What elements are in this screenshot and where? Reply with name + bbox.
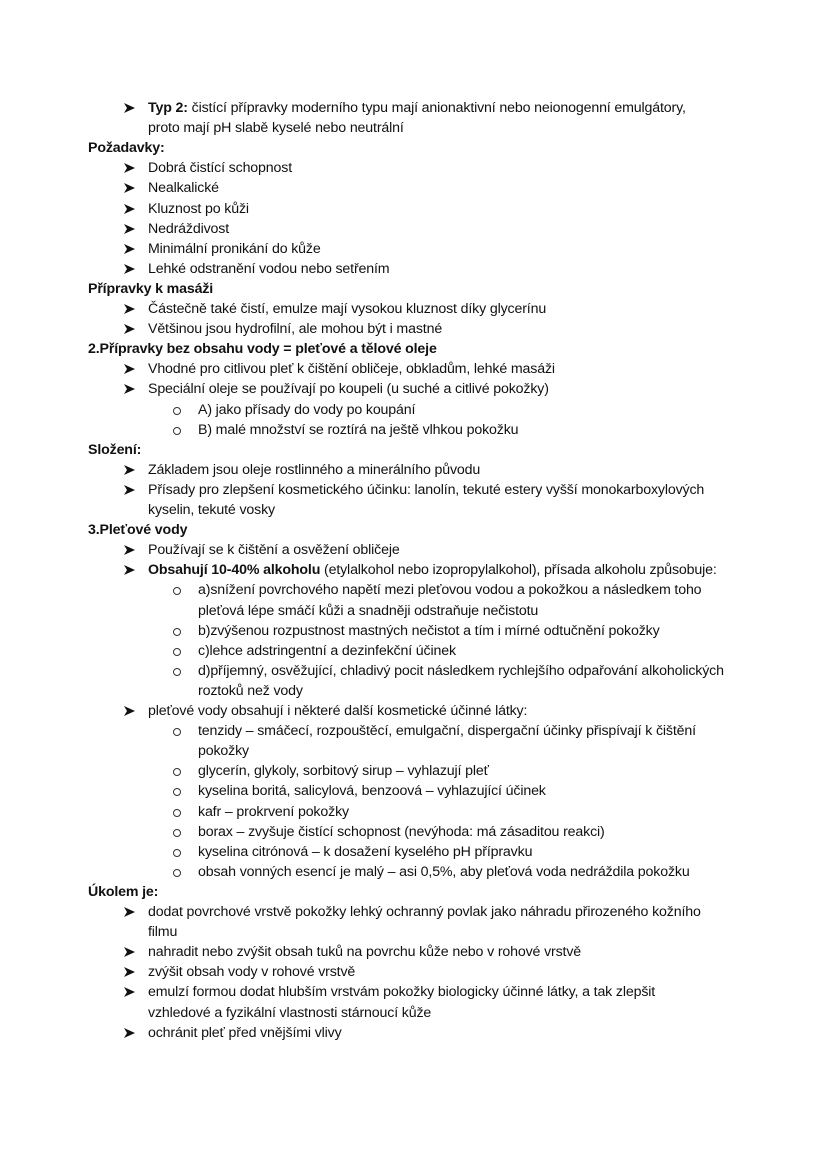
list-item [148, 219, 229, 239]
list-item-text: nahradit nebo zvýšit obsah tuků na povrchu kůže nebo v rohové vrstvě [148, 944, 582, 961]
list-item-continuation: pokožky [198, 743, 249, 760]
list-item-continuation: pleťová lépe smáčí kůži a snadněji odstraňuje nečistotu [198, 602, 539, 619]
list-item [148, 379, 549, 399]
list-item-text: Většinou jsou hydrofilní, ale mohou být i mastné [148, 321, 443, 338]
list-item-text: kyselina citrónová – k dosažení kyselého pH přípravku [198, 843, 533, 860]
list-item-text: kyselina boritá, salicylová, benzoová – vyhlazující účinek [198, 783, 546, 800]
list-item [148, 480, 704, 500]
arrow-bullet-icon [124, 560, 135, 575]
list-item-text: kafr – prokrvení pokožky [198, 803, 349, 820]
list-item [148, 460, 480, 480]
circle-bullet-icon [173, 661, 181, 683]
list-item [148, 259, 389, 279]
sub-list-item [198, 781, 546, 801]
section-heading: Úkolem je: [88, 883, 159, 900]
arrow-bullet-icon [124, 701, 135, 716]
list-item-text: Dobrá čistící schopnost [148, 160, 293, 177]
list-item-text: Přísady pro zlepšení kosmetického účinku: lanolín, tekuté estery vyšší monokarboxylových [148, 481, 705, 498]
list-item [148, 540, 400, 560]
arrow-bullet-icon [124, 942, 135, 957]
list-item-text: zvýšit obsah vody v rohové vrstvě [148, 964, 356, 981]
list-item-text: obsah vonných esencí je malý – asi 0,5%, aby pleťová voda nedráždila pokožku [198, 863, 690, 880]
list-item-text: Částečně také čistí, emulze mají vysokou kluznost díky glycerínu [148, 301, 547, 317]
list-item [148, 701, 527, 721]
list-item-text: Nealkalické [148, 180, 219, 197]
arrow-bullet-icon [124, 379, 135, 394]
arrow-bullet-icon [124, 962, 135, 977]
sub-list-item [198, 400, 415, 420]
list-item-continuation: proto mají pH slabě kyselé nebo neutrální [148, 120, 404, 137]
list-item-continuation: vzhledové a fyzikální vlastnosti stárnoucí kůže [148, 1004, 432, 1021]
circle-bullet-icon [173, 420, 181, 442]
list-item [148, 158, 292, 178]
list-item-text: Nedráždivost [148, 220, 229, 237]
list-item-text: tenzidy – smáčecí, rozpouštěcí, emulgační, dispergační účinky přispívají k čištění [198, 723, 696, 740]
list-item-text: Základem jsou oleje rostlinného a minerálního původu [148, 461, 481, 478]
arrow-bullet-icon [124, 219, 135, 234]
list-item [148, 560, 717, 580]
arrow-bullet-icon [124, 540, 135, 555]
circle-bullet-icon [173, 721, 181, 743]
section-heading: 3.Pleťové vody [88, 522, 188, 539]
arrow-bullet-icon [124, 902, 135, 917]
list-item [148, 359, 555, 379]
list-item-text: Minimální pronikání do kůže [148, 240, 321, 257]
circle-bullet-icon [173, 802, 181, 824]
list-item-text: c)lehce adstringentní a dezinfekční účinek [198, 642, 456, 659]
arrow-bullet-icon [124, 480, 135, 495]
arrow-bullet-icon [124, 1023, 135, 1038]
list-item-text: borax – zvyšuje čistící schopnost (nevýhoda: má zásaditou reakci) [198, 823, 605, 840]
sub-list-item [198, 721, 696, 741]
circle-bullet-icon [173, 580, 181, 602]
list-item-text: (etylalkohol nebo izopropylalkohol), přísada alkoholu způsobuje: [320, 562, 717, 579]
list-item [148, 98, 686, 118]
circle-bullet-icon [173, 400, 181, 422]
section-heading: Přípravky k masáži [88, 280, 214, 297]
list-item-continuation: filmu [148, 924, 178, 941]
list-item-text: emulzí formou dodat hlubším vrstvám pokožky biologicky účinné látky, a tak zlepšit [148, 984, 656, 1001]
section-heading: Složení: [88, 441, 142, 458]
list-item [148, 982, 655, 1002]
arrow-bullet-icon [124, 299, 135, 314]
circle-bullet-icon [173, 761, 181, 783]
arrow-bullet-icon [124, 158, 135, 173]
circle-bullet-icon [173, 641, 181, 663]
list-item-text: pleťové vody obsahují i některé další kosmetické účinné látky: [148, 703, 528, 719]
list-item-text: čistící přípravky moderního typu mají anionaktivní nebo neionogenní emulgátory, [187, 100, 686, 116]
bold-prefix: Obsahují 10-40% alkoholu [148, 562, 321, 579]
circle-bullet-icon [173, 781, 181, 803]
arrow-bullet-icon [124, 239, 135, 254]
list-item-text: dodat povrchové vrstvě pokožky lehký ochranný povlak jako náhradu přirozeného kožního [148, 904, 701, 920]
arrow-bullet-icon [124, 98, 135, 113]
circle-bullet-icon [173, 862, 181, 884]
list-item [148, 942, 581, 962]
section-heading: Požadavky: [88, 140, 165, 157]
section-heading: 2.Přípravky bez obsahu vody = pleťové a tělové oleje [88, 341, 437, 358]
list-item [148, 239, 321, 259]
list-item-text: d)příjemný, osvěžující, chladivý pocit následkem rychlejšího odpařování alkoholických [198, 662, 724, 679]
list-item [148, 299, 546, 319]
list-item [148, 962, 355, 982]
list-item-text: Speciální oleje se používají po koupeli (u suché a citlivé pokožky) [148, 381, 549, 398]
bold-prefix: Typ 2: [148, 100, 188, 116]
arrow-bullet-icon [124, 178, 135, 193]
list-item-continuation: roztoků než vody [198, 682, 303, 699]
list-item [148, 178, 219, 198]
sub-list-item [198, 580, 701, 600]
sub-list-item [198, 802, 349, 822]
sub-list-item [198, 761, 489, 781]
list-item-text: a)snížení povrchového napětí mezi pleťovou vodou a pokožkou a následkem toho [198, 582, 702, 599]
circle-bullet-icon [173, 621, 181, 643]
list-item [148, 902, 701, 922]
sub-list-item [198, 420, 518, 440]
list-item-text: Používají se k čištění a osvěžení obličeje [148, 542, 400, 559]
list-item-text: B) malé množství se roztírá na ještě vlhkou pokožku [198, 421, 519, 438]
list-item-text: glycerín, glykoly, sorbitový sirup – vyhlazují pleť [198, 763, 489, 780]
sub-list-item [198, 842, 532, 862]
arrow-bullet-icon [124, 259, 135, 274]
list-item-text: Kluznost po kůži [148, 200, 249, 217]
list-item-text: ochránit pleť před vnějšími vlivy [148, 1024, 342, 1041]
list-item-text: Vhodné pro citlivou pleť k čištění obličeje, obkladům, lehké masáži [148, 361, 555, 378]
arrow-bullet-icon [124, 982, 135, 997]
sub-list-item [198, 641, 456, 661]
arrow-bullet-icon [124, 319, 135, 334]
sub-list-item [198, 661, 724, 681]
list-item-text: b)zvýšenou rozpustnost mastných nečistot a tím i mírné odtučnění pokožky [198, 622, 660, 639]
list-item-text: A) jako přísady do vody po koupání [198, 401, 416, 418]
list-item [148, 1023, 342, 1043]
circle-bullet-icon [173, 822, 181, 844]
sub-list-item [198, 862, 690, 882]
circle-bullet-icon [173, 842, 181, 864]
arrow-bullet-icon [124, 359, 135, 374]
list-item-text: Lehké odstranění vodou nebo setřením [148, 260, 390, 277]
sub-list-item [198, 822, 605, 842]
list-item [148, 319, 442, 339]
list-item [148, 199, 249, 219]
sub-list-item [198, 621, 660, 641]
arrow-bullet-icon [124, 199, 135, 214]
list-item-continuation: kyselin, tekuté vosky [148, 502, 275, 518]
arrow-bullet-icon [124, 460, 135, 475]
